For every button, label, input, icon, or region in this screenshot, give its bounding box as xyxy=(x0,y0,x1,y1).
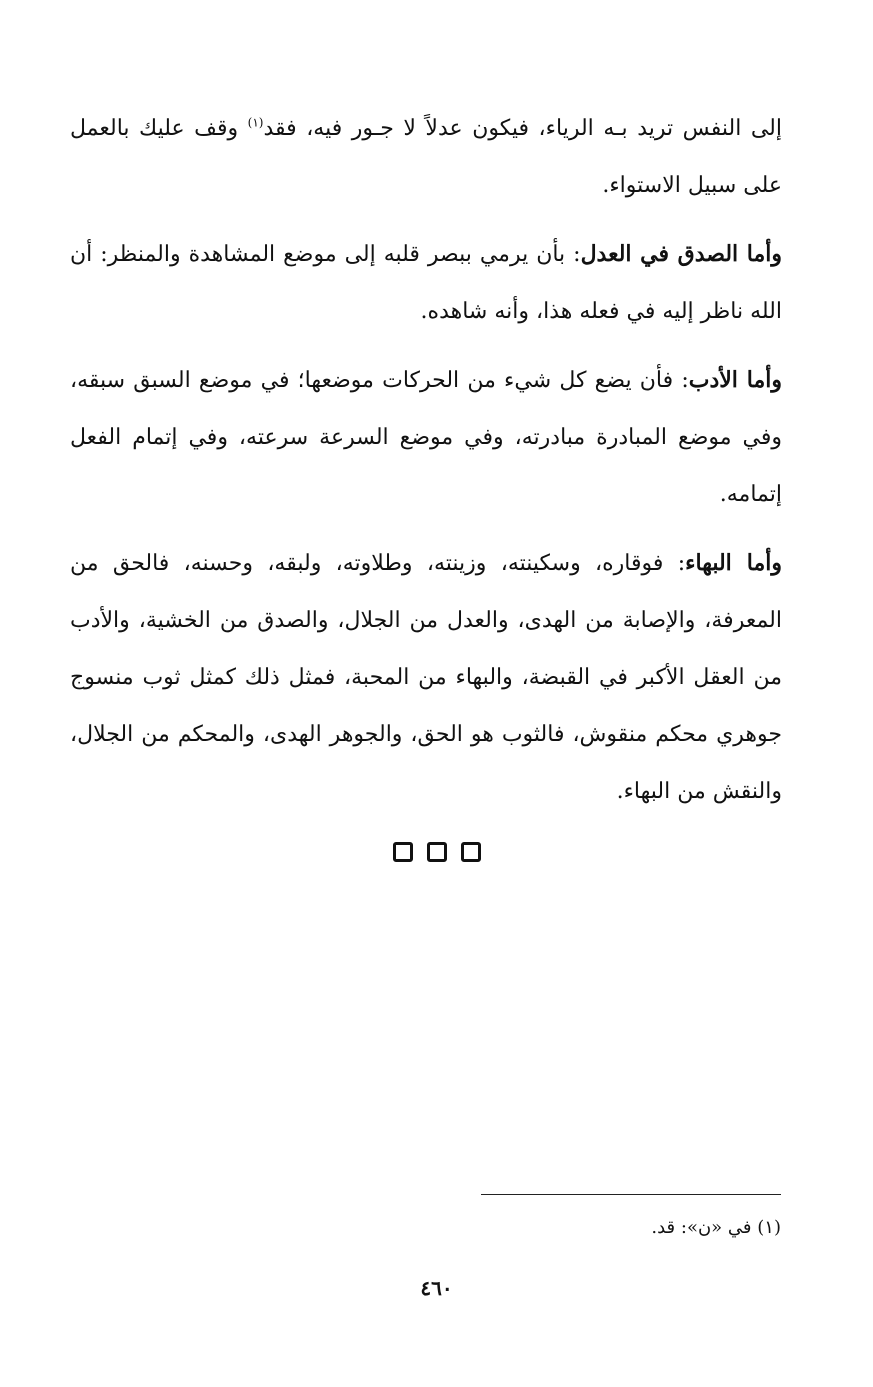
square-ornament-icon xyxy=(393,842,413,862)
page-number: ٤٦٠ xyxy=(420,1276,453,1300)
paragraph-text-continued: وقف عليك بالعمل على سبيل الاستواء. xyxy=(70,116,782,198)
footnote-text: في «ن»: قد. xyxy=(651,1217,752,1238)
paragraph-2 xyxy=(70,226,782,340)
paragraph-heading: وأما الأدب xyxy=(688,367,782,393)
paragraph-4 xyxy=(70,535,782,820)
square-ornament-icon xyxy=(427,842,447,862)
footnote-divider xyxy=(481,1194,781,1195)
paragraph-heading: وأما الصدق في العدل xyxy=(580,241,782,267)
footnote xyxy=(651,1214,781,1242)
square-ornament-icon xyxy=(461,842,481,862)
body-text xyxy=(70,100,782,832)
paragraph-3 xyxy=(70,352,782,523)
paragraph-text: : فوقاره، وسكينته، وزينته، وطلاوته، ولبقه، وحسنه، فالحق من المعرفة، والإصابة من الهدى، والعدل من الجلال، والصدق من الخشية، والأدب من العقل الأكبر في القبضة، والبهاء من المحبة، فمثل ذلك كمثل ثوب منسوج جوهري محكم منقوش، فالثوب هو الحق، والجوهر الهدى، والمحكم من الجلال، والنقش من البهاء. xyxy=(70,551,782,804)
footnote-number: (١) xyxy=(757,1217,781,1238)
footnote-reference: (١) xyxy=(247,115,264,130)
paragraph-text: : بأن يرمي ببصر قلبه إلى موضع المشاهدة والمنظر: أن الله ناظر إليه في فعله هذا، وأنه شاهده. xyxy=(70,242,782,324)
paragraph-heading: وأما البهاء xyxy=(685,550,782,576)
paragraph-text: : فأن يضع كل شيء من الحركات موضعها؛ في موضع السبق سبقه، وفي موضع المبادرة مبادرته، وفي موضع السرعة سرعته، وفي إتمام الفعل إتمامه. xyxy=(70,368,782,507)
paragraph-1 xyxy=(70,100,782,214)
section-separator xyxy=(0,842,873,862)
paragraph-text: إلى النفس تريد بـه الرياء، فيكون عدلاً لا جـور فيه، فقد xyxy=(263,116,782,141)
